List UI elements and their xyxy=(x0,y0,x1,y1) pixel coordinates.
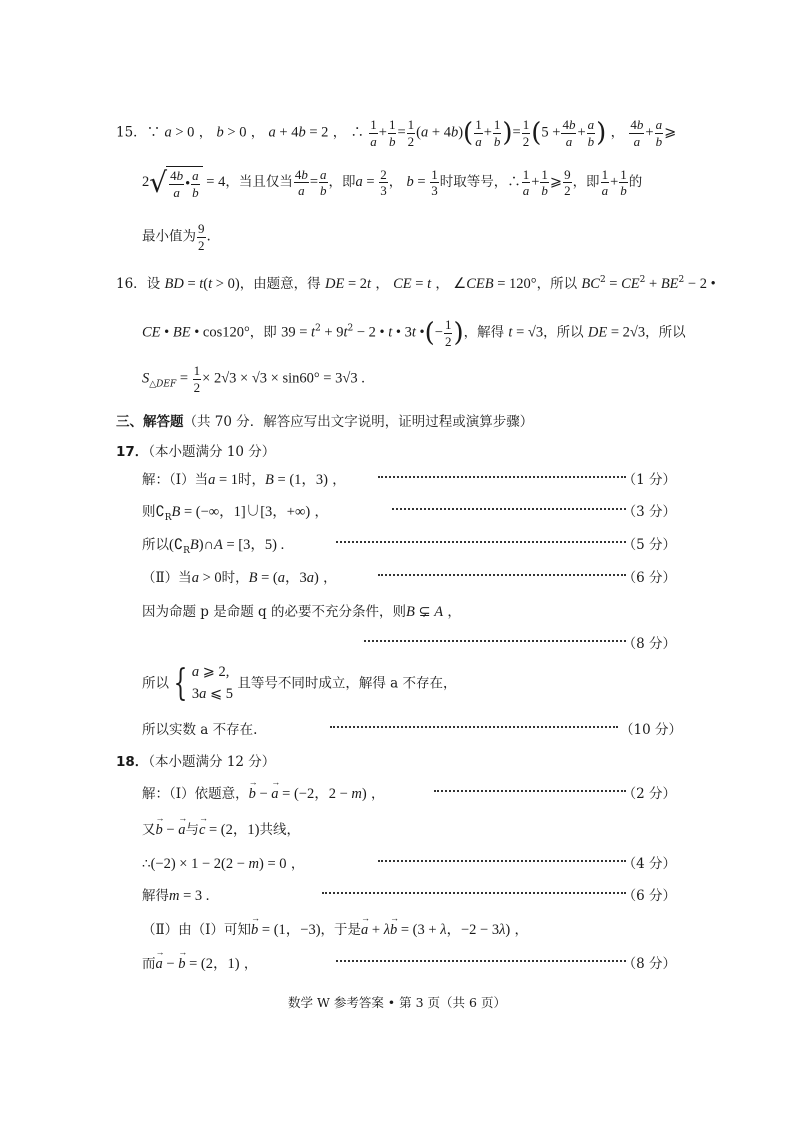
score-label: （10 分） xyxy=(620,722,682,738)
score-label: （5 分） xyxy=(622,537,676,553)
dot-leader xyxy=(336,952,626,962)
dot-leader xyxy=(378,852,626,862)
q17-step-3: 所以$(∁_RB)\cap A = [3$，5) . xyxy=(142,537,285,556)
dot-leader xyxy=(330,718,618,728)
q18-step-6: 而→ a − → b = (2，1) ， xyxy=(142,952,794,973)
q17-step-4: （Ⅱ）当a > 0时，B = (a，3a) ， xyxy=(142,570,337,586)
score-label: （3 分） xyxy=(622,504,676,520)
q16-line-1: 16．设 BD = t(t > 0)，由题意，得 DE = 2t ， CE = t ， ∠CEB = 120°，所以 $BC^2 = CE^2 + BE^2 - 2$ • xyxy=(116,275,716,292)
q17-step-2: 则$∁_RB$ = (−∞，1]∪[3，+∞) ， xyxy=(142,504,328,523)
dot-leader xyxy=(336,533,626,543)
dot-leader xyxy=(378,468,626,478)
q15-line-2: 2 √ $\frac{4b}{a}$ • $\frac{a}{b}$ = 4，当且仅当 $\frac{4b}{a}$ = $\frac{a}{b}$ ，即a = $\frac{2}{3}$ ， b = $\frac{1}{3}$ 时取等号，∴ $\frac{1}{a}$ + $\frac{1}{b}$ ⩾ $\frac{9}{2}$ ，即 $\frac{1}{a}$ + $\frac{1}{b}$ 的 xyxy=(142,165,643,200)
section-3-desc: （共 70 分．解答应写出文字说明，证明过程或演算步骤） xyxy=(183,414,534,430)
score-label: （1 分） xyxy=(622,472,676,488)
q18-step-5: （Ⅱ）由（Ⅰ）可知→ b = (1，−3)，于是→ a + λ→ b = (3 + λ，−2 − 3λ) ， xyxy=(142,918,794,939)
dot-leader xyxy=(434,782,626,792)
score-label: （8 分） xyxy=(622,636,676,652)
q15-number: 15． xyxy=(116,124,147,141)
q15-line-3: 最小值为 $\frac{9}{2}$ . xyxy=(142,221,211,253)
dot-leader xyxy=(378,566,626,576)
q18-step-4: 解得m = 3 . xyxy=(142,888,210,904)
score-label: （4 分） xyxy=(622,856,676,872)
q17-header: 17．（本小题满分 10 分） xyxy=(116,444,276,460)
q16-line-2: CE • BE • cos120°，即 $39 = t^2 + 9t^2 - 2$ • t • 3t •(− $\frac{1}{2}$ )，解得 t = √3，所以 DE = 2√3，所以 xyxy=(142,317,686,349)
q18-step-3: ∴(−2) × 1 − 2(2 − m) = 0 ， xyxy=(142,856,305,872)
q17-step-6: 所以 { a ⩾ 2, 3a ⩽ 5 且等号不同时成立，解得 a 不存在， xyxy=(142,662,457,704)
q18-header: 18．（本小题满分 12 分） xyxy=(116,754,276,770)
page-footer: 数学 W 参考答案 • 第 3 页（共 6 页） xyxy=(288,995,506,1010)
dot-leader xyxy=(392,500,626,510)
q15-line-1: 15．∵ a > 0 ， b > 0 ， a + 4b = 2 ， ∴ $\frac{1}{a}$ + $\frac{1}{b}$ = $\frac{1}{2}$ (a + 4b)( $\frac{1}{a}$ + $\frac{1}{b}$ )= $\frac{1}{2}$ (5 + $\frac{4b}{a}$ + $\frac{a}{b}$ ) ， $\frac{4b}{a}$ + $\frac{a}{b}$ ⩾ xyxy=(116,117,677,149)
q17-step-7: 所以实数 a 不存在. xyxy=(142,722,258,738)
score-label: （6 分） xyxy=(622,570,676,586)
q18-step-1: 解：（Ⅰ）依题意，→ b − → a = (−2，2 − m) ， xyxy=(142,782,794,803)
q17-step-5: 因为命题 p 是命题 q 的必要不充分条件，则B ⊊ A ， xyxy=(142,604,461,620)
q16-line-3: $S_{\triangle DEF}$ = $\frac{1}{2}$ × 2√3 × √3 × sin60° = 3√3 . xyxy=(142,363,365,395)
dot-leader xyxy=(322,884,626,894)
score-label: （8 分） xyxy=(622,956,676,972)
q16-number: 16． xyxy=(116,276,147,292)
score-label: （6 分） xyxy=(622,888,676,904)
q18-step-2: 又→ b − → a与→ c = (2，1)共线， xyxy=(142,818,794,839)
dot-leader xyxy=(364,632,626,642)
score-label: （2 分） xyxy=(622,786,676,802)
section-3-heading xyxy=(116,410,794,430)
section-3-title: 三、解答题 xyxy=(116,414,184,430)
q17-step-1: 解：（Ⅰ）当a = 1时，B = (1，3) ， xyxy=(142,472,346,488)
